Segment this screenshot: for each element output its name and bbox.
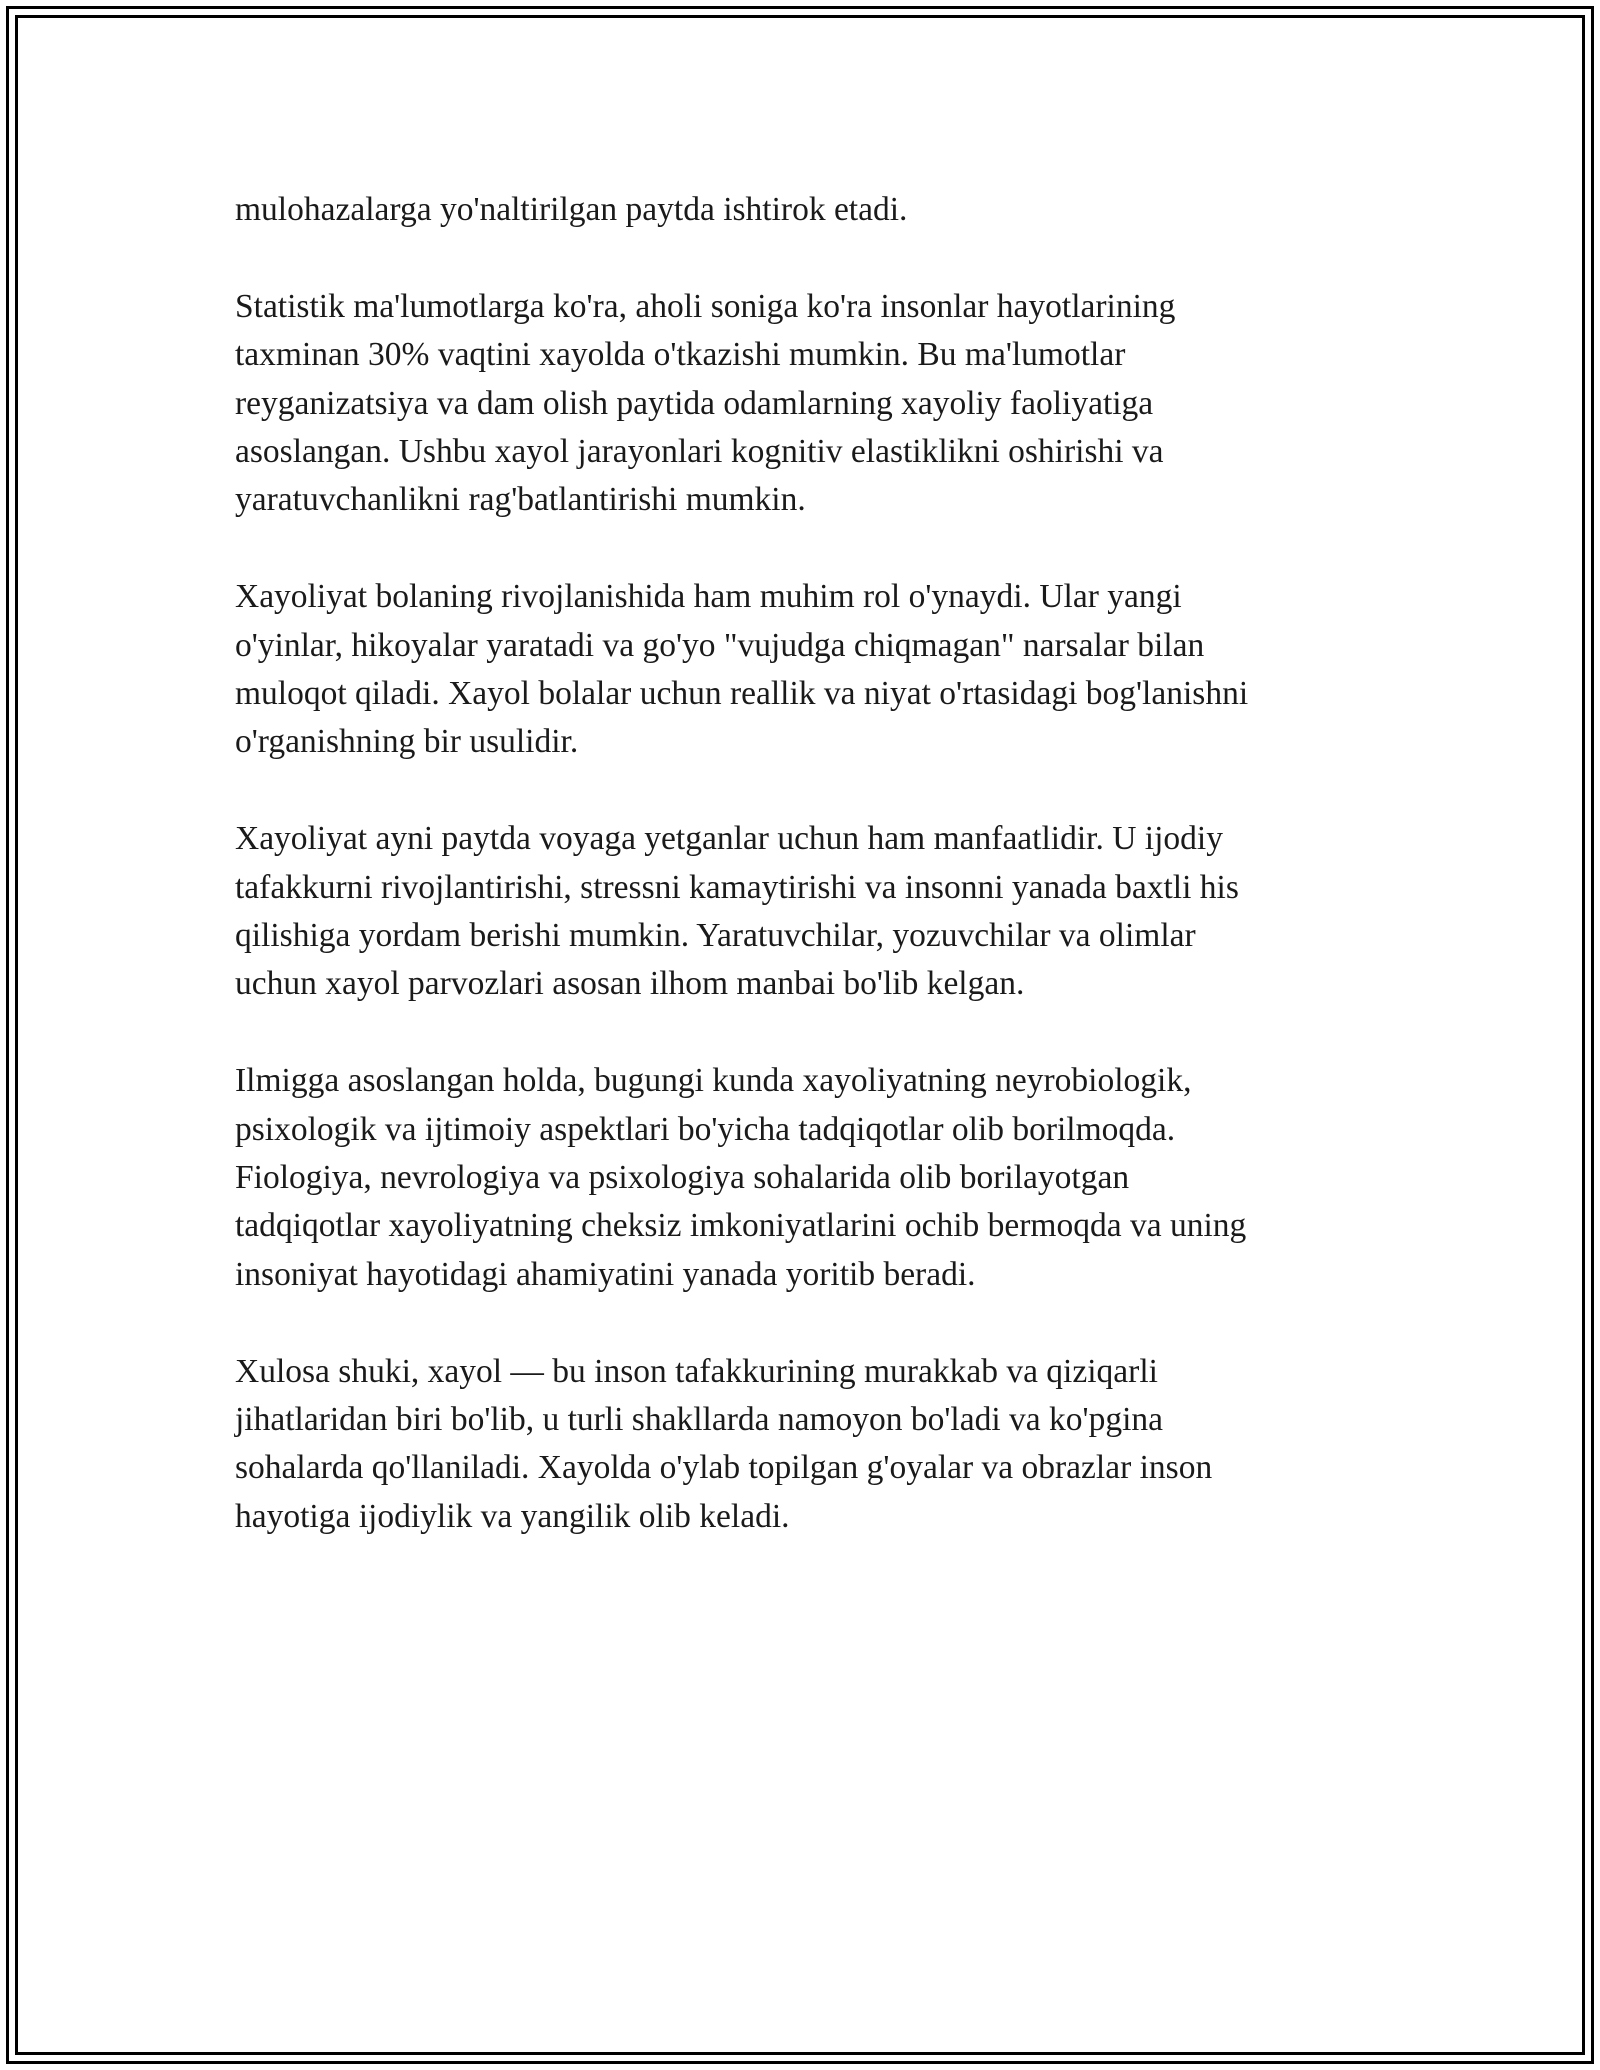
text-line: uchun xayol parvozlari asosan ilhom manbai bo'lib kelgan. [235, 965, 1025, 1003]
text-line: reyganizatsiya va dam olish paytida odamlarning xayoliy faoliyatiga [235, 384, 1154, 422]
text-line: insoniyat hayotidagi ahamiyatini yanada yoritib beradi. [235, 1255, 976, 1293]
text-line: hayotiga ijodiylik va yangilik olib keladi. [235, 1497, 790, 1535]
text-line: Xayoliyat bolaning rivojlanishida ham muhim rol o'ynaydi. Ular yangi [235, 578, 1182, 616]
paragraph [235, 1057, 1365, 1299]
text-line: Ilmigga asoslangan holda, bugungi kunda xayoliyatning neyrobiologik, [235, 1062, 1192, 1100]
paragraph [235, 1348, 1365, 1542]
text-line: o'yinlar, hikoyalar yaratadi va go'yo "vujudga chiqmagan" narsalar bilan [235, 626, 1205, 664]
text-line: Statistik ma'lumotlarga ko'ra, aholi soniga ko'ra insonlar hayotlarining [235, 287, 1176, 325]
text-line: Xayoliyat ayni paytda voyaga yetganlar uchun ham manfaatlidir. U ijodiy [235, 820, 1223, 858]
text-line: muloqot qiladi. Xayol bolalar uchun reallik va niyat o'rtasidagi bog'lanishni [235, 675, 1249, 713]
text-line: taxminan 30% vaqtini xayolda o'tkazishi mumkin. Bu ma'lumotlar [235, 336, 1126, 374]
document-body [235, 186, 1365, 1590]
text-line: Fiologiya, nevrologiya va psixologiya sohalarida olib borilayotgan [235, 1159, 1130, 1197]
text-line: psixologik va ijtimoiy aspektlari bo'yicha tadqiqotlar olib borilmoqda. [235, 1110, 1176, 1148]
text-line: mulohazalarga yo'naltirilgan paytda ishtirok etadi. [235, 191, 908, 228]
paragraph [235, 573, 1365, 767]
text-line: asoslangan. Ushbu xayol jarayonlari kognitiv elastiklikni oshirishi va [235, 433, 1164, 471]
text-line: jihatlaridan biri bo'lib, u turli shakllarda namoyon bo'ladi va ko'pgina [235, 1401, 1163, 1439]
text-line: Xulosa shuki, xayol — bu inson tafakkurining murakkab va qiziqarli [235, 1352, 1158, 1390]
text-line: sohalarda qo'llaniladi. Xayolda o'ylab topilgan g'oyalar va obrazlar inson [235, 1449, 1213, 1487]
text-line: qilishiga yordam berishi mumkin. Yaratuvchilar, yozuvchilar va olimlar [235, 917, 1196, 955]
text-line: o'rganishning bir usulidir. [235, 723, 579, 761]
paragraph [235, 283, 1365, 525]
paragraph [235, 815, 1365, 1009]
paragraph [235, 186, 1365, 234]
text-line: yaratuvchanlikni rag'batlantirishi mumkin. [235, 481, 806, 519]
text-line: tadqiqotlar xayoliyatning cheksiz imkoniyatlarini ochib bermoqda va uning [235, 1207, 1247, 1245]
text-line: tafakkurni rivojlantirishi, stressni kamaytirishi va insonni yanada baxtli his [235, 868, 1239, 906]
